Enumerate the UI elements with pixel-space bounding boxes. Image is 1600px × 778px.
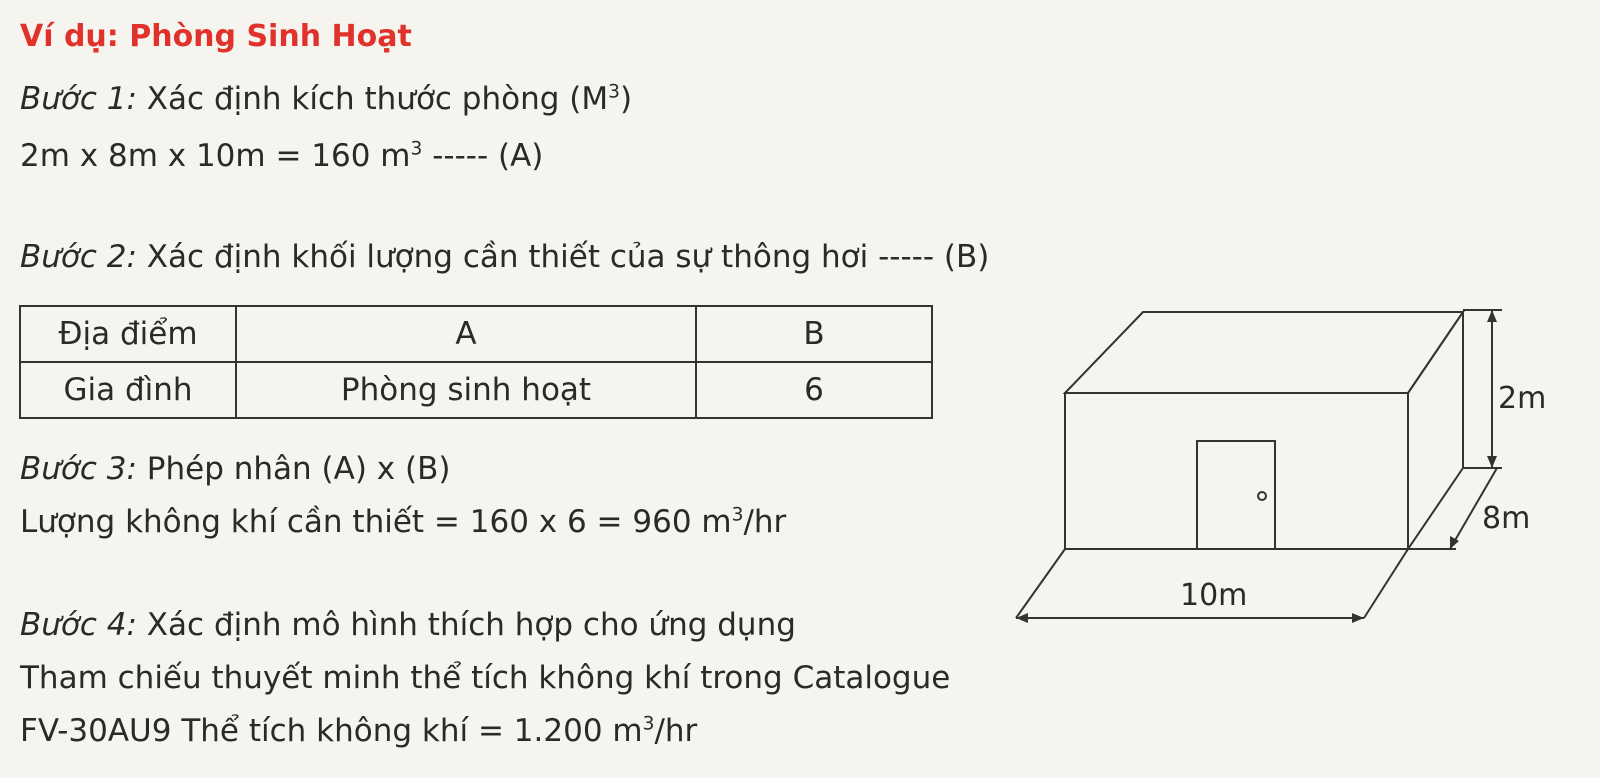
step-1-sup: 3 [608,81,620,103]
step-3-text: Phép nhân (A) x (B) [136,451,451,487]
model-sup: 3 [642,713,655,735]
table-cell-b: 6 [696,362,932,418]
room-side-face [1408,312,1463,549]
step-1-label: Bước 1: [20,81,137,117]
step-2-text: Xác định khối lượng cần thiết của sự thông hơi ----- (B) [136,239,990,275]
volume-calc-text: 2m x 8m x 10m = 160 m [20,138,411,174]
step-1-text: Xác định kích thước phòng (M [136,81,609,117]
door-knob-icon [1258,492,1266,500]
step-3-label: Bước 3: [20,451,137,487]
page-title: Ví dụ: Phòng Sinh Hoạt [20,19,412,54]
volume-calc-tail: ----- (A) [422,138,544,174]
air-calc-sup: 3 [731,504,744,526]
air-calc-tail: /hr [743,504,787,540]
table-cell-location: Gia đình [20,362,236,418]
step-2-label: Bước 2: [20,239,137,275]
catalogue-reference: Tham chiếu thuyết minh thể tích không khí trong Catalogue [20,660,951,696]
room-diagram [1010,300,1600,640]
air-volume-calculation [20,505,786,539]
volume-calculation [20,139,543,173]
volume-calc-sup: 3 [410,138,423,160]
model-tail: /hr [654,713,698,749]
width-label: 10m [1180,578,1248,613]
step-2 [20,240,989,274]
ventilation-table [19,305,933,419]
step-4-label: Bước 4: [20,607,137,643]
room-top-face [1065,312,1463,393]
air-calc-text: Lượng không khí cần thiết = 160 x 6 = 960 m [20,504,732,540]
table-header-row [20,306,932,362]
table-row [20,362,932,418]
door-icon [1197,441,1275,549]
height-label: 2m [1498,381,1547,416]
table-header-b: B [696,306,932,362]
table-header-location: Địa điểm [20,306,236,362]
step-4-text: Xác định mô hình thích hợp cho ứng dụng [136,607,796,643]
room-front-face [1065,393,1408,549]
table-cell-a: Phòng sinh hoạt [236,362,696,418]
step-3 [20,452,450,486]
step-4 [20,608,796,642]
step-1 [20,82,632,116]
model-text: FV-30AU9 Thể tích không khí = 1.200 m [20,713,643,749]
step-1-close: ) [619,81,633,117]
table-header-a: A [236,306,696,362]
model-line [20,714,697,748]
depth-label: 8m [1482,501,1531,536]
